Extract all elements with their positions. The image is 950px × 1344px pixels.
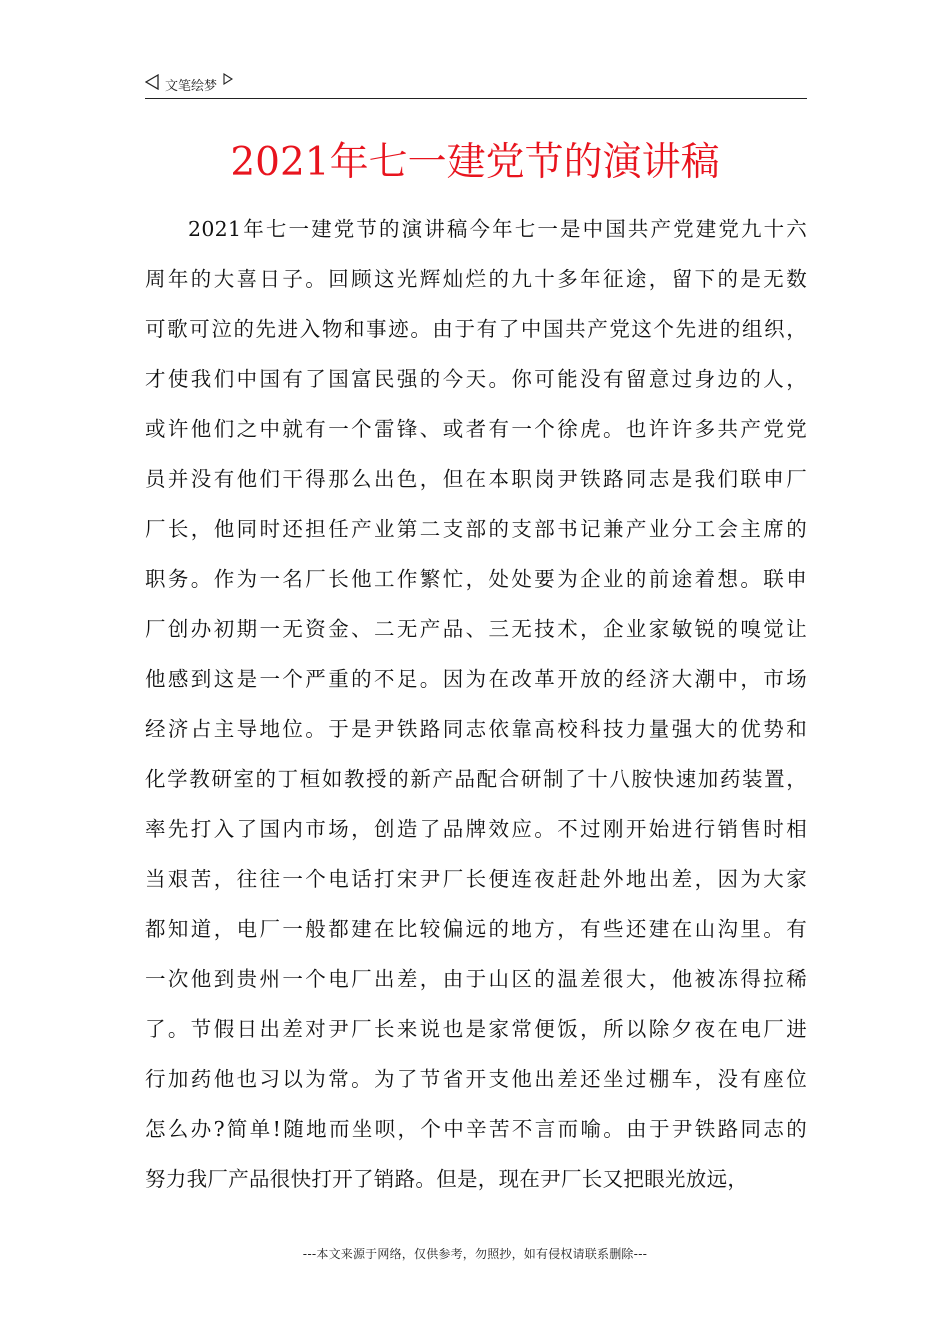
body-line: 或许他们之中就有一个雷锋、或者有一个徐虎。也许许多共产党党 bbox=[145, 417, 807, 441]
page-header bbox=[145, 74, 807, 99]
page-footer: ---本文来源于网络，仅供参考，勿照抄，如有侵权请联系删除--- bbox=[302, 1247, 648, 1261]
body-line: 怎么办?简单!随地而坐呗，个中辛苦不言而喻。由于尹铁路同志的 bbox=[145, 1117, 807, 1141]
page-title: 2021年七一建党节的演讲稿 bbox=[230, 140, 720, 185]
body-line: 2021年七一建党节的演讲稿今年七一是中国共产党建党九十六 bbox=[188, 217, 807, 241]
body-line: 经济占主导地位。于是尹铁路同志依靠高校科技力量强大的优势和 bbox=[145, 717, 807, 741]
body-line: 员并没有他们干得那么出色，但在本职岗尹铁路同志是我们联申厂 bbox=[145, 467, 807, 491]
header-brand: 文笔绘梦 bbox=[165, 78, 218, 94]
body-line: 了。节假日出差对尹厂长来说也是家常便饭，所以除夕夜在电厂进 bbox=[145, 1017, 807, 1041]
body-text bbox=[145, 204, 807, 1204]
header-brand-group bbox=[145, 74, 233, 94]
body-line: 都知道，电厂一般都建在比较偏远的地方，有些还建在山沟里。有 bbox=[145, 917, 807, 941]
body-line: 行加药他也习以为常。为了节省开支他出差还坐过棚车，没有座位 bbox=[145, 1067, 807, 1091]
body-line: 厂创办初期一无资金、二无产品、三无技术，企业家敏锐的嗅觉让 bbox=[145, 617, 807, 641]
body-line: 才使我们中国有了国富民强的今天。你可能没有留意过身边的人， bbox=[145, 367, 807, 391]
body-line: 职务。作为一名厂长他工作繁忙，处处要为企业的前途着想。联申 bbox=[145, 567, 807, 591]
triangle-left-icon bbox=[145, 74, 159, 94]
body-line: 他感到这是一个严重的不足。因为在改革开放的经济大潮中，市场 bbox=[145, 667, 807, 691]
body-line: 一次他到贵州一个电厂出差，由于山区的温差很大，他被冻得拉稀 bbox=[145, 967, 807, 991]
triangle-right-icon bbox=[223, 73, 233, 89]
body-line: 努力我厂产品很快打开了销路。但是，现在尹厂长又把眼光放远， bbox=[145, 1167, 749, 1191]
body-line: 厂长，他同时还担任产业第二支部的支部书记兼产业分工会主席的 bbox=[145, 517, 807, 541]
body-line: 当艰苦，往往一个电话打宋尹厂长便连夜赶赴外地出差，因为大家 bbox=[145, 867, 807, 891]
body-line: 率先打入了国内市场，创造了品牌效应。不过刚开始进行销售时相 bbox=[145, 817, 807, 841]
body-line: 化学教研室的丁桓如教授的新产品配合研制了十八胺快速加药装置， bbox=[145, 767, 807, 791]
body-line: 可歌可泣的先进入物和事迹。由于有了中国共产党这个先进的组织， bbox=[145, 317, 807, 341]
body-line: 周年的大喜日子。回顾这光辉灿烂的九十多年征途，留下的是无数 bbox=[145, 267, 807, 291]
